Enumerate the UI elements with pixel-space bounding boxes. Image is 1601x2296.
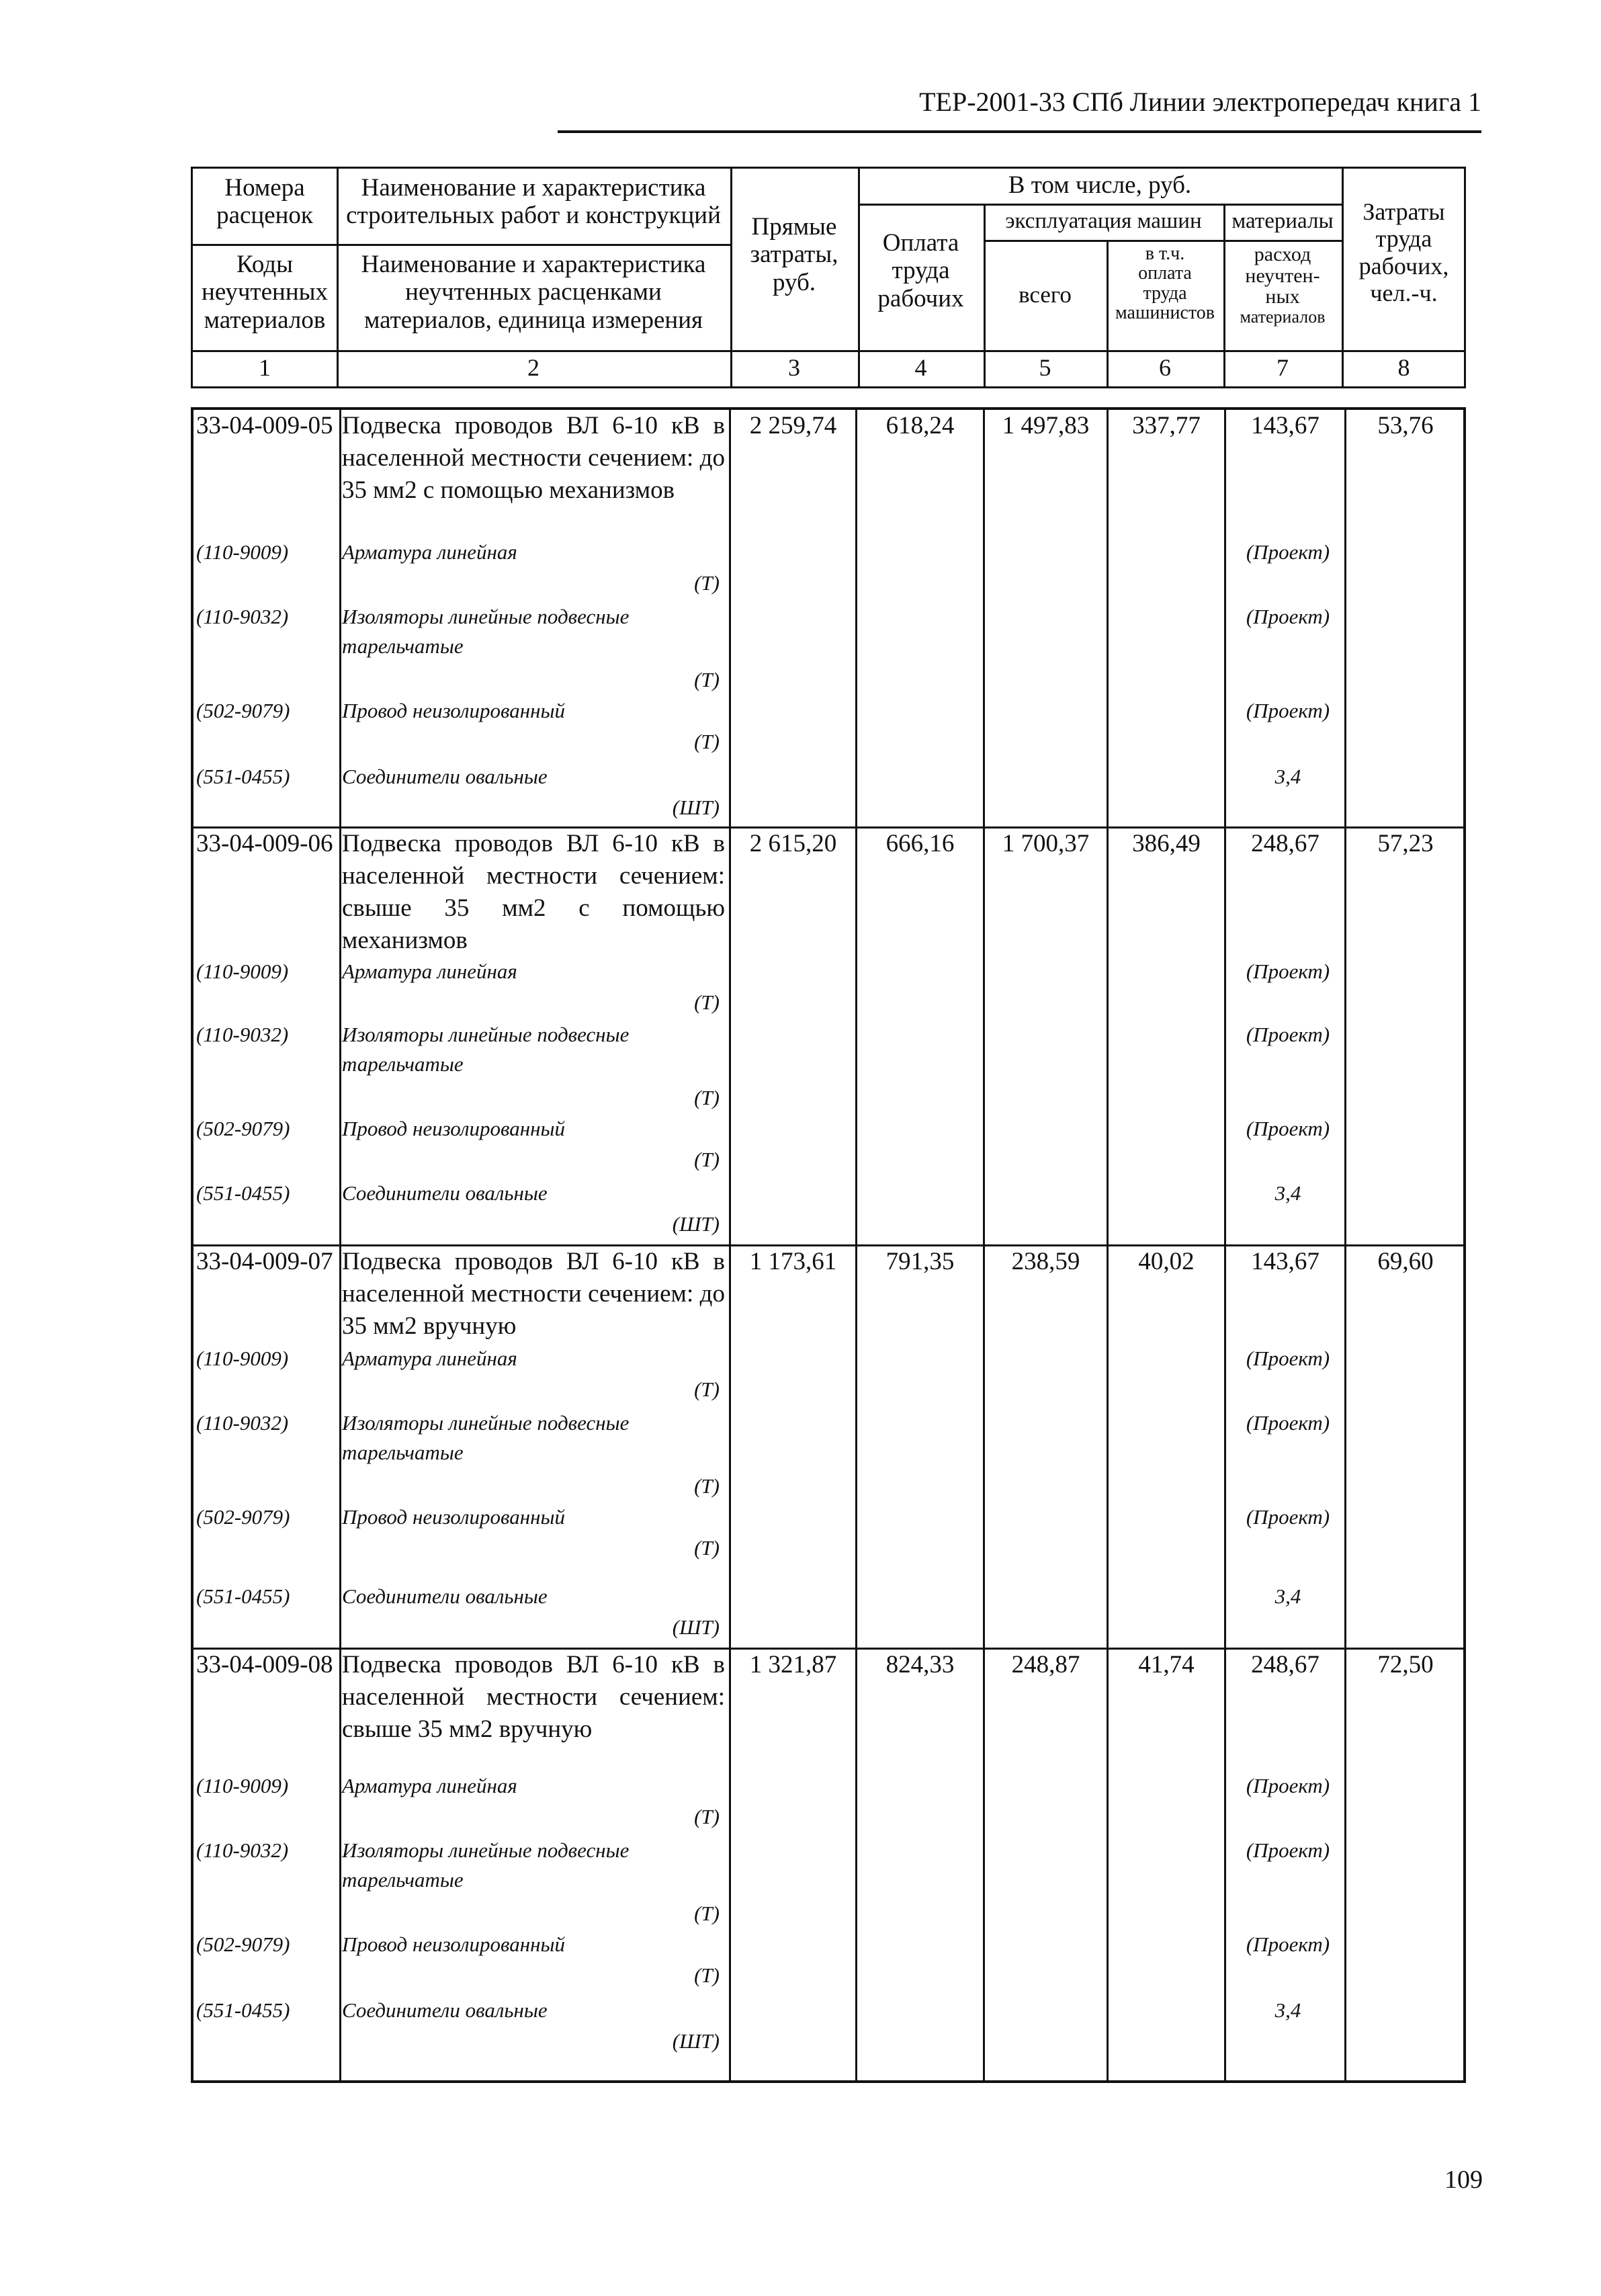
machinists-pay: 386,49 [1132,830,1201,857]
material-name: Арматура линейная [342,960,517,983]
material-name: Изоляторы линейные подвесные тарельчатые [342,1411,630,1464]
material-unit: (ШТ) [672,1615,720,1639]
material-unit: (Т) [694,1474,720,1498]
col2-top-label: Наименование и характеристика строительных работ и конструкций [346,174,721,230]
material-value: 3,4 [1274,1998,1301,2022]
material-unit: (Т) [694,1377,720,1401]
col-number: 2 [527,354,539,381]
col-number: 1 [259,354,271,381]
material-name: Изоляторы линейные подвесные тарельчатые [342,605,630,658]
machines-total: 1 497,83 [1002,412,1090,439]
material-name: Соединители овальные [342,1181,548,1205]
material-unit: (Т) [694,1963,720,1987]
col7-label: расход неучтен- ных материалов [1240,243,1326,327]
material-unit: (Т) [694,1086,720,1109]
direct-costs: 2 615,20 [749,830,837,857]
material-name: Провод неизолированный [342,1932,566,1956]
col1-top-label: Номера расценок [216,174,313,230]
labor-cost: 666,16 [885,830,955,857]
material-value: (Проект) [1246,1023,1330,1046]
material-name: Арматура линейная [342,1347,517,1370]
rate-code: 33-04-009-05 [196,412,333,439]
material-name: Изоляторы линейные подвесные тарельчатые [342,1838,630,1891]
machines-label: эксплуатация машин [1005,209,1202,233]
material-name: Провод неизолированный [342,1505,566,1529]
rate-code: 33-04-009-08 [196,1651,333,1678]
col1-bottom-label: Коды неучтенных материалов [202,251,328,334]
materials-cost: 143,67 [1251,1248,1319,1275]
material-unit: (Т) [694,668,720,691]
rate-name: Подвеска проводов ВЛ 6-10 кВ в населенной местности сечением: до 35 мм2 с помощью механизмов [342,412,725,504]
col4-label: Оплата труда рабочих [877,229,964,312]
material-code: (110-9032) [196,605,289,628]
material-name: Провод неизолированный [342,1117,566,1140]
material-name: Провод неизолированный [342,699,566,722]
rates-table [191,407,1466,2083]
labor-cost: 791,35 [885,1248,955,1275]
material-value: 3,4 [1274,1181,1301,1205]
col-number: 5 [1039,354,1051,381]
material-code: (502-9079) [196,699,290,722]
material-value: (Проект) [1246,1838,1330,1862]
material-value: (Проект) [1246,1932,1330,1956]
rate-code: 33-04-009-06 [196,830,333,857]
rate-name: Подвеска проводов ВЛ 6-10 кВ в населенной местности сечением: свыше 35 мм2 с помощью механизмов [342,830,725,954]
col3-label: Прямые затраты, руб. [750,213,838,296]
col-number: 4 [914,354,927,381]
labor-cost: 618,24 [885,412,955,439]
rate-code: 33-04-009-07 [196,1248,333,1275]
material-code: (551-0455) [196,1181,290,1205]
materials-cost: 143,67 [1251,412,1319,439]
rate-name: Подвеска проводов ВЛ 6-10 кВ в населенной местности сечением: свыше 35 мм2 вручную [342,1651,725,1743]
col5-label: всего [1019,282,1072,308]
material-code: (110-9009) [196,1774,289,1797]
materials-cost: 248,67 [1251,1651,1319,1678]
material-unit: (Т) [694,1805,720,1828]
machines-total: 238,59 [1011,1248,1080,1275]
material-code: (110-9032) [196,1838,289,1862]
material-value: (Проект) [1246,1347,1330,1370]
col-number: 8 [1397,354,1410,381]
machines-total: 1 700,37 [1002,830,1090,857]
material-code: (110-9032) [196,1411,289,1435]
material-value: 3,4 [1274,765,1301,788]
material-unit: (Т) [694,1536,720,1560]
material-value: (Проект) [1246,540,1330,564]
material-code: (110-9009) [196,960,289,983]
materials-label: материалы [1231,209,1334,233]
material-name: Соединители овальные [342,765,548,788]
col-number: 7 [1277,354,1289,381]
material-unit: (Т) [694,1902,720,1925]
material-unit: (Т) [694,730,720,753]
material-name: Соединители овальные [342,1998,548,2022]
col-number: 3 [788,354,800,381]
col-number: 6 [1159,354,1171,381]
material-value: (Проект) [1246,1774,1330,1797]
material-value: (Проект) [1246,1117,1330,1140]
material-name: Изоляторы линейные подвесные тарельчатые [342,1023,630,1076]
labor-hours: 69,60 [1377,1248,1434,1275]
material-code: (502-9079) [196,1932,290,1956]
labor-cost: 824,33 [885,1651,955,1678]
header-divider [984,240,1342,242]
labor-hours: 72,50 [1377,1651,1434,1678]
material-unit: (Т) [694,990,720,1014]
col6-label: в т.ч. оплата труда машинистов [1115,243,1215,324]
table-header [191,167,1466,388]
material-code: (551-0455) [196,1998,290,2022]
group-label: В том числе, руб. [1008,171,1192,199]
material-unit: (ШТ) [672,796,720,819]
material-name: Арматура линейная [342,540,517,564]
material-code: (110-9009) [196,1347,289,1370]
col2-bottom-label: Наименование и характеристика неучтенных расценками материалов, единица измерения [361,251,706,334]
page-number: 109 [1444,2166,1483,2194]
material-unit: (ШТ) [672,1212,720,1236]
material-value: (Проект) [1246,699,1330,722]
material-value: (Проект) [1246,1411,1330,1435]
header-divider [193,350,1466,352]
material-value: (Проект) [1246,605,1330,628]
labor-hours: 57,23 [1377,830,1434,857]
material-value: 3,4 [1274,1584,1301,1608]
material-unit: (Т) [694,1148,720,1171]
labor-hours: 53,76 [1377,412,1434,439]
col8-label: Затраты труда рабочих, чел.-ч. [1358,198,1449,306]
material-name: Арматура линейная [342,1774,517,1797]
rate-name: Подвеска проводов ВЛ 6-10 кВ в населенной местности сечением: до 35 мм2 вручную [342,1248,725,1340]
material-code: (110-9009) [196,540,289,564]
header-divider [858,204,1342,206]
material-code: (502-9079) [196,1505,290,1529]
material-code: (551-0455) [196,765,290,788]
material-code: (551-0455) [196,1584,290,1608]
material-name: Соединители овальные [342,1584,548,1608]
material-code: (110-9032) [196,1023,289,1046]
direct-costs: 1 321,87 [749,1651,837,1678]
direct-costs: 2 259,74 [749,412,837,439]
header-rule [558,130,1481,133]
document-header-title: ТЕР-2001-33 СПб Линии электропередач книга 1 [919,87,1481,117]
header-divider [193,244,730,246]
materials-cost: 248,67 [1251,830,1319,857]
material-code: (502-9079) [196,1117,290,1140]
material-unit: (Т) [694,571,720,595]
machinists-pay: 337,77 [1132,412,1201,439]
machinists-pay: 41,74 [1138,1651,1195,1678]
material-value: (Проект) [1246,1505,1330,1529]
material-unit: (ШТ) [672,2029,720,2053]
material-value: (Проект) [1246,960,1330,983]
machinists-pay: 40,02 [1138,1248,1195,1275]
direct-costs: 1 173,61 [749,1248,837,1275]
machines-total: 248,87 [1011,1651,1080,1678]
